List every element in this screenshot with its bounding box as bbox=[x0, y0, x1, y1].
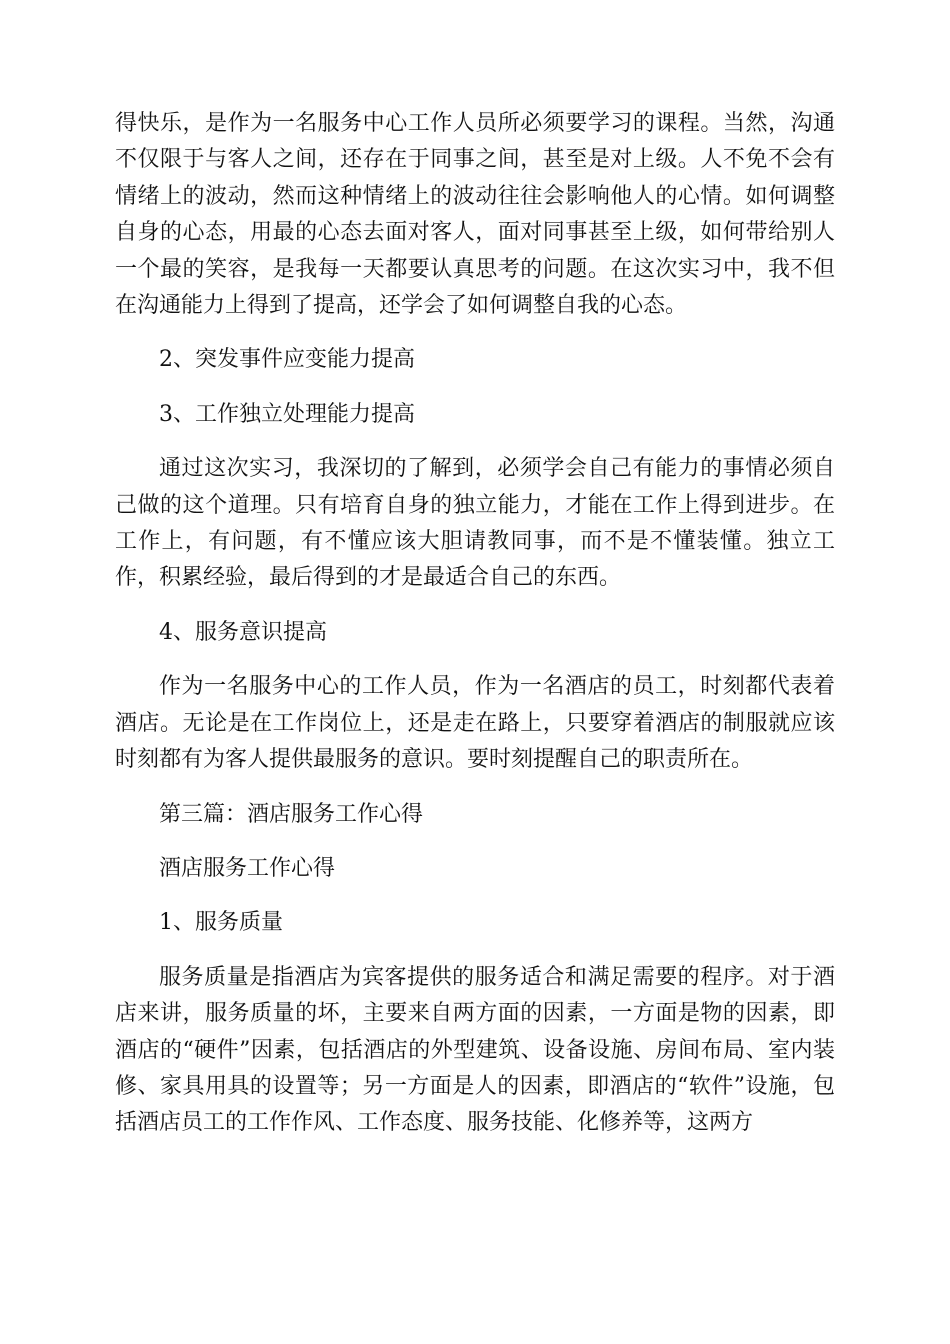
heading-part-three: 第三篇：酒店服务工作心得 bbox=[159, 801, 424, 827]
heading-independent-work: 3、工作独立处理能力提高 bbox=[159, 401, 415, 427]
heading-emergency-response: 2、突发事件应变能力提高 bbox=[159, 347, 415, 373]
paragraph-service-awareness: 作为一名服务中心的工作人员，作为一名酒店的员工，时刻都代表着酒店。无论是在工作岗位上，还是走在路上，只要穿着酒店的制服就应该时刻都有为客人提供最服务的意识。要时刻提醒自己的职责所在。 bbox=[115, 674, 835, 773]
heading-hotel-service-notes: 酒店服务工作心得 bbox=[159, 855, 336, 881]
heading-service-awareness: 4、服务意识提高 bbox=[159, 619, 327, 645]
paragraph-independence: 通过这次实习，我深切的了解到，必须学会自己有能力的事情必须自己做的这个道理。只有培育自身的独立能力，才能在工作上得到进步。在工作上，有问题，有不懂应该大胆请教同事，而不是不懂装懂。独立工作，积累经验，最后得到的才是最适合自己的东西。 bbox=[115, 456, 835, 591]
document-body bbox=[115, 106, 835, 1142]
paragraph-communication: 得快乐，是作为一名服务中心工作人员所必须要学习的课程。当然，沟通不仅限于与客人之间，还存在于同事之间，甚至是对上级。人不免不会有情绪上的波动，然而这种情绪上的波动往往会影响他人的心情。如何调整自身的心态，用最的心态去面对客人，面对同事甚至上级，如何带给别人一个最的笑容，是我每一天都要认真思考的问题。在这次实习中，我不但在沟通能力上得到了提高，还学会了如何调整自我的心态。 bbox=[115, 111, 835, 319]
heading-service-quality: 1、服务质量 bbox=[159, 910, 283, 936]
paragraph-service-quality: 服务质量是指酒店为宾客提供的服务适合和满足需要的程序。对于酒店来讲，服务质量的坏，主要来自两方面的因素，一方面是物的因素，即酒店的“硬件”因素，包括酒店的外型建筑、设备设施、房间布局、室内装修、家具用具的设置等；另一方面是人的因素，即酒店的“软件”设施，包括酒店员工的工作作风、工作态度、服务技能、化修养等，这两方 bbox=[115, 964, 835, 1136]
